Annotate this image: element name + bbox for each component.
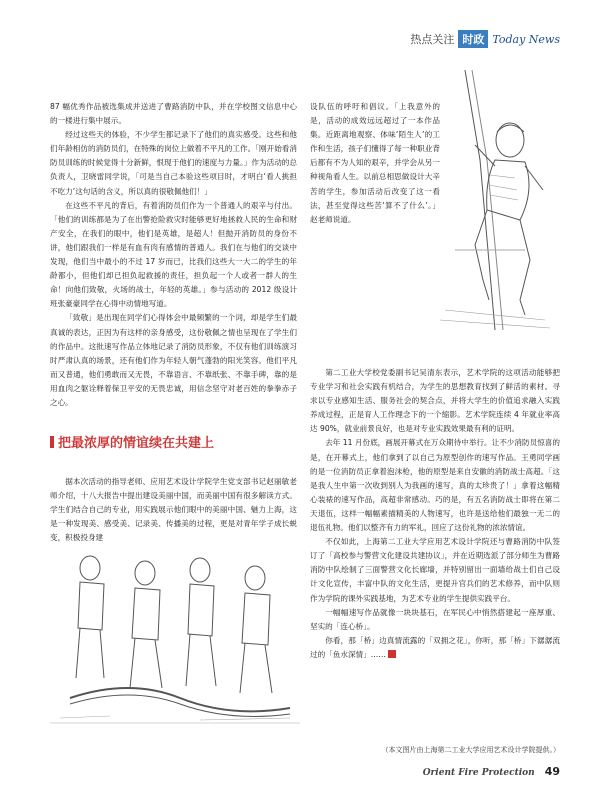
header-brand: Today News — [492, 32, 560, 46]
firefighter-climbing-sketch — [425, 70, 565, 330]
page-footer — [423, 765, 560, 778]
article-column-right-top — [310, 100, 440, 227]
paragraph-last — [310, 634, 560, 662]
paragraph: 第二工业大学校党委副书记吴清东表示，艺术学院的这项活动能够把专业学习和社会实践有机结合，为学生的思想教育找到了鲜活的素材。寻求以专业感知生活、服务社会的契合点，并将大学生的价值追求融入实践养成过程，正是育人工作理念下的一个缩影。艺术学院连续 4 年就业率高达 90%，就业前景良好，也是对专业实践效果最有利的证明。 — [310, 368, 560, 434]
end-mark-icon — [388, 650, 396, 658]
paragraph: 不仅如此，上海第二工业大学应用艺术设计学院还与曹路消防中队签订了「高校参与警营文化建设共建协议」，并在近期选派了部分师生为曹路消防中队绘制了三面警营文化长廊墙，并特别留出一面墙给战士们自己设计文化宣传，丰富中队的文化生活，更提升官兵们的艺术修养，而中队则作为学院的课外实践基地，为艺术专业的学生提供实践平台。 — [310, 537, 560, 603]
paragraph: 「致敬」是出现在同学们心得体会中最频繁的一个词，却是学生们最真诚的表达，正因为有这样的亲身感受，这份敬佩之情也呈现在了学生们的作品中。这批速写作品立体地记录了消防员形象，不仅有他们训练演习时严肃认真的场景，还有他们作为年轻人朝气蓬勃的阳光笑容。他们平凡而又普通，他们勇敢而又无畏，不靠语言、不靠纸张、不靠手碑，靠的是用血肉之躯诠释着保卫平安的无畏忠诚，用信念坚守对老百姓的拳拳赤子之心。 — [50, 313, 297, 407]
paragraph: 87 幅优秀作品被选集成并送进了曹路消防中队，并在学校图文信息中心的一楼进行集中展示。 — [50, 102, 297, 126]
paragraph: 据本次活动的指导老师、应用艺术设计学院学生党支部书记赵丽敏老师介绍，十八大报告中提出建设美丽中国，而美丽中国有很多解读方式。学生们结合自己的专业，用实践展示他们眼中的美丽中国、魅力上海，这是一种发现美、感受美、记录美、传播美的过程，更是对青年学子成长蜕变，积极投身建 — [50, 477, 297, 543]
article-column-right-bottom — [310, 366, 560, 662]
header-badge: 时政 — [458, 30, 488, 48]
heading-marker — [50, 436, 54, 448]
image-credit: （本文图片由上海第二工业大学应用艺术设计学院提供。） — [381, 746, 560, 754]
header-kicker: 热点关注 — [410, 33, 455, 46]
paragraph: 一幅幅速写作品就像一块块基石，在军民心中悄然搭建起一座厚重、坚实的「连心桥」。 — [310, 607, 560, 631]
page-number: 49 — [544, 765, 560, 778]
paragraph: 在这些不平凡的背后，有着消防员们作为一个普通人的艰辛与付出。「他们的训练都是为了在出警抢险救灾时能够更好地拯救人民的生命和财产安全，在我们的眼中，他们是英雄，是超人！但抛开消防员的身份不讲，他们跟我们一样是有血有肉有感情的普通人。我们在与他们的交谈中发现，他们当中最小的不过 17 岁而已，比我们这些大一大二的学生的年龄都小，但他们却已担负起救援的责任，担负起一个人或者一群人的生命！向他们致敬，火场的战士，年轻的英雄。」参与活动的 2012 级设计班张豪豪同学在心得中动情地写道。 — [50, 200, 297, 309]
paragraph: 设队伍的呼吁和倡议。「上我意外的是，活动的成效远远超过了一本作品集。近距离地观察、体味‘陌生人’的工作和生活，孩子们懂得了每一种职业背后都有不为人知的艰辛，并学会从另一种视角看人生。以前总相思做设计大辛苦的学生，参加活动后改变了这一看法，甚至觉得这些苦‘算不了什么’。」赵老师说道。 — [310, 102, 440, 224]
paragraph: 经过这些天的体验，不少学生都记录下了他们的真实感受。这些和他们年龄相仿的消防员们，在特殊的岗位上做着不平凡的工作。「刚开始看消防员训练的时候觉得十分新鲜，恨现于他们的速度与力量。」作为活动的总负责人，卫晓雷同学说，「可是当自己本验这些项目时，才明白‘看人挑担不吃力’这句话的含义，所以真的很敬佩他们！」 — [50, 130, 297, 196]
page-header — [410, 30, 560, 48]
article-column-left-top — [50, 100, 297, 410]
firefighters-hose-sketch — [50, 548, 300, 730]
paragraph: 去年 11 月份底，画展开幕式在万众期待中举行。让不少消防员惊喜的是，在开幕式上，他们拿到了以自己为原型创作的速写作品。王勇同学画的是一位消防员正拿着泡沫枪，他的原型是来自安徽的消防战士高超。「这是我人生中第一次收到别人为我画的速写，真的太珍贵了！」拿着这幅精心装裱的速写作品，高超非常感动。巧的是，有五名消防战士即将在第二天退伍，这样一幅幅素描精美的人物速写，也许是送给他们最独一无二的退伍礼物。他们以整齐有力的军礼，回应了这份礼物的浓浓情谊。 — [310, 438, 560, 533]
section-heading-text: 把最浓厚的情谊续在共建上 — [58, 436, 215, 451]
footer-brand: Orient Fire Protection — [422, 768, 535, 778]
section-heading — [50, 432, 214, 451]
article-column-left-mid — [50, 475, 297, 545]
paragraph-last-text: 你看，那「桥」边真情流露的「双拥之花」，你听，那「桥」下潺潺流过的「鱼水深情」…… — [310, 635, 560, 659]
